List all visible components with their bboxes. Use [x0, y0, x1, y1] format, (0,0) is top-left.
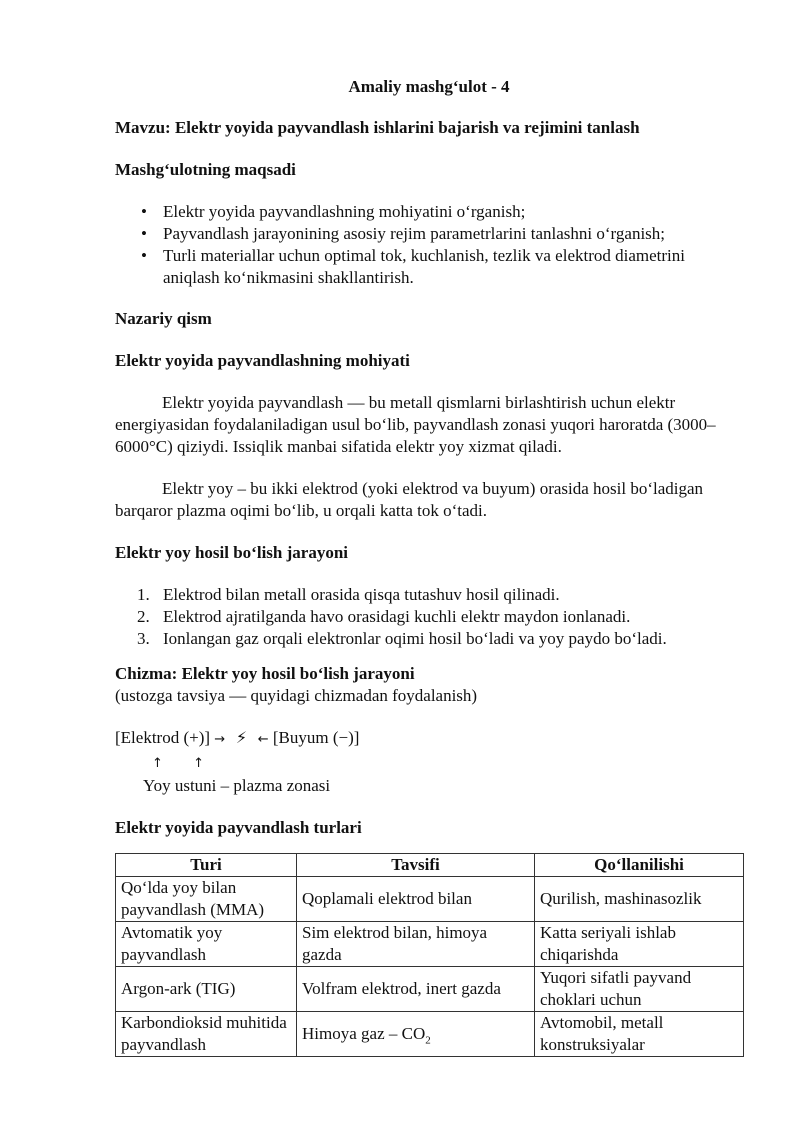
lightning-icon: ⚡	[235, 728, 248, 747]
table-row	[116, 967, 744, 1012]
theory-heading: Nazariy qism	[115, 309, 212, 328]
table-cell: Qurilish, mashinasozlik	[535, 877, 744, 922]
welding-types-table	[115, 853, 744, 1057]
column-header: Qo‘llanilishi	[535, 854, 744, 877]
topic-heading: Mavzu: Elektr yoyida payvandlash ishlarini bajarish va rejimini tanlash	[115, 118, 640, 137]
diagram-line	[115, 727, 743, 751]
table-row	[116, 877, 744, 922]
diagram-heading: Chizma: Elektr yoy hosil bo‘lish jarayoni	[115, 664, 415, 683]
document-page	[115, 76, 743, 1057]
table-cell: Qo‘lda yoy bilan payvandlash (MMA)	[116, 877, 297, 922]
goal-item: • Payvandlash jarayonining asosiy rejim parametrlarini tanlashni o‘rganish;	[163, 223, 743, 245]
step-item	[137, 606, 743, 628]
table-cell: Avtomatik yoy payvandlash	[116, 922, 297, 967]
column-header: Turi	[116, 854, 297, 877]
arrow-up-icon: ↑	[193, 756, 205, 771]
process-steps	[115, 584, 743, 650]
table-header-row	[116, 854, 744, 877]
table-cell: Qoplamali elektrod bilan	[297, 877, 535, 922]
table-cell	[297, 1012, 535, 1057]
table-row	[116, 922, 744, 967]
goal-item: • Turli materiallar uchun optimal tok, kuchlanish, tezlik va elektrod diametrini aniqlash ko‘nikmasini shakllantirish.	[163, 245, 743, 289]
process-heading: Elektr yoy hosil bo‘lish jarayoni	[115, 543, 348, 562]
page-title: Amaliy mashg‘ulot - 4	[348, 77, 510, 96]
table-cell: Argon-ark (TIG)	[116, 967, 297, 1012]
arrow-right-icon: →	[214, 732, 226, 747]
step-text: Ionlangan gaz orqali elektronlar oqimi hosil bo‘ladi va yoy paydo bo‘ladi.	[163, 629, 667, 648]
step-item	[137, 584, 743, 606]
table-cell: Avtomobil, metall konstruksiyalar	[535, 1012, 744, 1057]
workpiece-label: [Buyum (−)]	[272, 728, 360, 747]
step-number: 2.	[137, 607, 150, 626]
goal-heading: Mashg‘ulotning maqsadi	[115, 160, 296, 179]
electrode-label: [Elektrod (+)]	[115, 728, 211, 747]
goal-list	[115, 201, 743, 289]
paragraph-arc-definition: Elektr yoy – bu ikki elektrod (yoki elektrod va buyum) orasida hosil bo‘ladigan barqaror plazma oqimi bo‘lib, u orqali katta tok o‘tadi.	[115, 479, 704, 520]
diagram-arrows-row	[115, 751, 743, 775]
table-cell: Yuqori sifatli payvand choklari uchun	[535, 967, 744, 1012]
table-cell: Sim elektrod bilan, himoya gazda	[297, 922, 535, 967]
step-number: 1.	[137, 585, 150, 604]
diagram-caption: Yoy ustuni – plazma zonasi	[143, 776, 331, 795]
step-item	[137, 628, 743, 650]
table-cell: Katta seriyali ishlab chiqarishda	[535, 922, 744, 967]
types-heading: Elektr yoyida payvandlash turlari	[115, 818, 362, 837]
table-cell: Volfram elektrod, inert gazda	[297, 967, 535, 1012]
arrow-up-icon: ↑	[152, 756, 163, 771]
column-header: Tavsifi	[297, 854, 535, 877]
paragraph-essence: Elektr yoyida payvandlash — bu metall qismlarni birlashtirish uchun elektr energiyasidan foydalaniladigan usul bo‘lib, payvandlash zonasi yuqori haroratda (3000–6000°C) qiziydi. Issiqlik manbai sifatida elektr yoy xizmat qiladi.	[115, 393, 716, 456]
essence-heading: Elektr yoyida payvandlashning mohiyati	[115, 351, 410, 370]
diagram-note: (ustozga tavsiya — quyidagi chizmadan foydalanish)	[115, 686, 478, 705]
co2-subscript: 2	[425, 1034, 431, 1047]
step-text: Elektrod bilan metall orasida qisqa tutashuv hosil qilinadi.	[163, 585, 560, 604]
step-number: 3.	[137, 629, 150, 648]
arc-diagram	[115, 727, 743, 797]
goal-item: • Elektr yoyida payvandlashning mohiyatini o‘rganish;	[163, 201, 743, 223]
step-text: Elektrod ajratilganda havo orasidagi kuchli elektr maydon ionlanadi.	[163, 607, 631, 626]
co2-text: Himoya gaz – CO	[302, 1024, 426, 1043]
arrow-left-icon: ←	[257, 732, 269, 747]
table-row	[116, 1012, 744, 1057]
table-cell: Karbondioksid muhitida payvandlash	[116, 1012, 297, 1057]
